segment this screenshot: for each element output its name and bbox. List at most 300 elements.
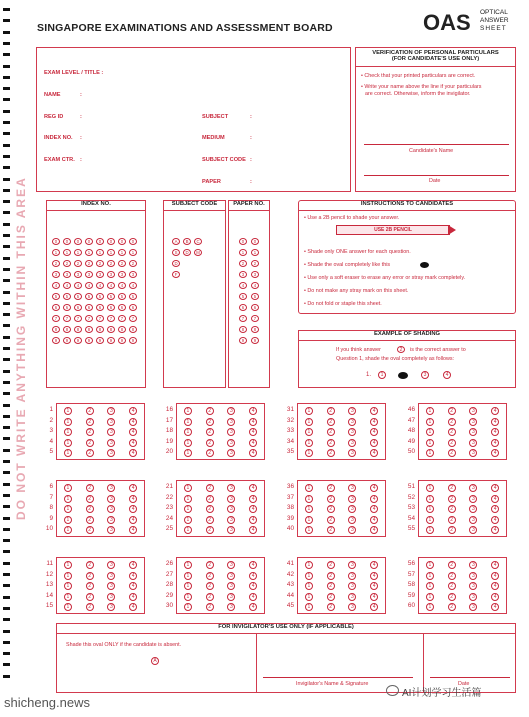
answer-oval[interactable]: 1 (64, 526, 72, 534)
answer-oval[interactable]: 1 (64, 505, 72, 513)
bubble-oval[interactable]: 8 (239, 326, 247, 333)
answer-oval[interactable]: 2 (206, 603, 214, 611)
bubble-oval[interactable]: 4 (96, 282, 104, 289)
answer-oval[interactable]: 3 (469, 428, 477, 436)
answer-oval[interactable]: 3 (348, 407, 356, 415)
answer-oval[interactable]: 3 (227, 572, 235, 580)
answer-oval[interactable]: 2 (448, 582, 456, 590)
absent-oval[interactable]: A (151, 657, 159, 665)
bubble-oval[interactable]: S (172, 249, 180, 256)
answer-oval[interactable]: 2 (206, 439, 214, 447)
answer-oval[interactable]: 2 (86, 561, 94, 569)
answer-oval[interactable]: 1 (184, 505, 192, 513)
answer-oval[interactable]: 4 (491, 582, 499, 590)
answer-oval[interactable]: 1 (64, 439, 72, 447)
bubble-oval[interactable]: B (183, 238, 191, 245)
answer-oval[interactable]: 4 (491, 495, 499, 503)
bubble-oval[interactable]: 9 (74, 337, 82, 344)
bubble-oval[interactable]: 0 (52, 238, 60, 245)
answer-oval[interactable]: 1 (305, 516, 313, 524)
answer-oval[interactable]: 4 (129, 439, 137, 447)
answer-oval[interactable]: 2 (448, 572, 456, 580)
bubble-oval[interactable]: 2 (63, 260, 71, 267)
answer-oval[interactable]: 1 (184, 439, 192, 447)
answer-oval[interactable]: 2 (448, 505, 456, 513)
bubble-oval[interactable]: 0 (118, 238, 126, 245)
bubble-oval[interactable]: 7 (251, 315, 259, 322)
answer-oval[interactable]: 2 (86, 407, 94, 415)
answer-oval[interactable]: 2 (86, 593, 94, 601)
answer-oval[interactable]: 2 (86, 449, 94, 457)
bubble-oval[interactable]: 3 (118, 271, 126, 278)
answer-oval[interactable]: 3 (348, 449, 356, 457)
bubble-oval[interactable]: 0 (85, 238, 93, 245)
answer-oval[interactable]: 4 (129, 516, 137, 524)
answer-oval[interactable]: 2 (206, 572, 214, 580)
answer-oval[interactable]: 2 (206, 516, 214, 524)
answer-oval[interactable]: 1 (426, 603, 434, 611)
bubble-oval[interactable]: 6 (118, 304, 126, 311)
answer-oval[interactable]: 4 (249, 561, 257, 569)
answer-oval[interactable]: 4 (249, 495, 257, 503)
answer-oval[interactable]: 3 (227, 484, 235, 492)
answer-oval[interactable]: 1 (64, 572, 72, 580)
answer-oval[interactable]: 4 (249, 526, 257, 534)
bubble-oval[interactable]: 6 (129, 304, 137, 311)
answer-oval[interactable]: 4 (370, 561, 378, 569)
answer-oval[interactable]: 4 (249, 582, 257, 590)
bubble-oval[interactable]: 8 (85, 326, 93, 333)
answer-oval[interactable]: 1 (184, 561, 192, 569)
answer-oval[interactable]: 2 (448, 603, 456, 611)
answer-oval[interactable]: 2 (327, 561, 335, 569)
answer-oval[interactable]: 4 (491, 505, 499, 513)
answer-oval[interactable]: 1 (305, 526, 313, 534)
answer-oval[interactable]: 4 (129, 484, 137, 492)
answer-oval[interactable]: 2 (327, 582, 335, 590)
answer-oval[interactable]: 3 (227, 505, 235, 513)
bubble-oval[interactable]: 0 (239, 238, 247, 245)
bubble-oval[interactable]: 9 (96, 337, 104, 344)
answer-oval[interactable]: 3 (469, 449, 477, 457)
bubble-oval[interactable]: 4 (239, 282, 247, 289)
answer-oval[interactable]: 1 (305, 593, 313, 601)
answer-oval[interactable]: 3 (348, 582, 356, 590)
answer-oval[interactable]: 3 (107, 428, 115, 436)
bubble-oval[interactable]: 9 (239, 337, 247, 344)
bubble-oval[interactable]: 0 (107, 238, 115, 245)
answer-oval[interactable]: 3 (348, 418, 356, 426)
answer-oval[interactable]: 2 (86, 505, 94, 513)
bubble-oval[interactable]: 5 (251, 293, 259, 300)
answer-oval[interactable]: 2 (86, 572, 94, 580)
answer-oval[interactable]: 3 (469, 418, 477, 426)
answer-oval[interactable]: 3 (469, 505, 477, 513)
bubble-oval[interactable]: 6 (251, 304, 259, 311)
answer-oval[interactable]: 2 (327, 407, 335, 415)
bubble-oval[interactable]: 3 (85, 271, 93, 278)
answer-oval[interactable]: 2 (206, 484, 214, 492)
answer-oval[interactable]: 4 (249, 484, 257, 492)
bubble-oval[interactable]: 9 (129, 337, 137, 344)
bubble-oval[interactable]: 3 (251, 271, 259, 278)
answer-oval[interactable]: 2 (86, 495, 94, 503)
answer-oval[interactable]: 4 (370, 593, 378, 601)
bubble-oval[interactable]: 7 (74, 315, 82, 322)
bubble-oval[interactable]: 7 (129, 315, 137, 322)
answer-oval[interactable]: 1 (426, 572, 434, 580)
answer-oval[interactable]: 4 (491, 593, 499, 601)
answer-oval[interactable]: 3 (227, 428, 235, 436)
answer-oval[interactable]: 1 (64, 495, 72, 503)
answer-oval[interactable]: 3 (107, 484, 115, 492)
answer-oval[interactable]: 2 (448, 407, 456, 415)
answer-oval[interactable]: 4 (491, 418, 499, 426)
answer-oval[interactable]: 2 (448, 439, 456, 447)
answer-oval[interactable]: 2 (86, 428, 94, 436)
answer-oval[interactable]: 2 (448, 449, 456, 457)
answer-oval[interactable]: 4 (249, 418, 257, 426)
bubble-oval[interactable]: 9 (118, 337, 126, 344)
answer-oval[interactable]: 2 (448, 526, 456, 534)
answer-oval[interactable]: 1 (305, 428, 313, 436)
answer-oval[interactable]: 3 (107, 407, 115, 415)
answer-oval[interactable]: 4 (370, 439, 378, 447)
answer-oval[interactable]: 4 (129, 561, 137, 569)
answer-oval[interactable]: 4 (491, 484, 499, 492)
answer-oval[interactable]: 1 (64, 428, 72, 436)
bubble-oval[interactable]: 2 (96, 260, 104, 267)
answer-oval[interactable]: 1 (184, 418, 192, 426)
answer-oval[interactable]: 1 (305, 439, 313, 447)
answer-oval[interactable]: 1 (64, 407, 72, 415)
answer-oval[interactable]: 1 (426, 593, 434, 601)
bubble-oval[interactable]: 6 (239, 304, 247, 311)
answer-oval[interactable]: 2 (448, 516, 456, 524)
bubble-oval[interactable]: 9 (107, 337, 115, 344)
answer-oval[interactable]: 4 (491, 516, 499, 524)
answer-oval[interactable]: 1 (426, 526, 434, 534)
bubble-oval[interactable]: 1 (251, 249, 259, 256)
answer-oval[interactable]: 3 (107, 418, 115, 426)
answer-oval[interactable]: 4 (249, 593, 257, 601)
bubble-oval[interactable]: 7 (85, 315, 93, 322)
bubble-oval[interactable]: 0 (63, 238, 71, 245)
answer-oval[interactable]: 2 (327, 572, 335, 580)
answer-oval[interactable]: 1 (64, 516, 72, 524)
bubble-oval[interactable]: 1 (129, 249, 137, 256)
answer-oval[interactable]: 3 (348, 593, 356, 601)
answer-oval[interactable]: 1 (426, 418, 434, 426)
bubble-oval[interactable]: 8 (63, 326, 71, 333)
answer-oval[interactable]: 4 (491, 449, 499, 457)
answer-oval[interactable]: 4 (129, 582, 137, 590)
bubble-oval[interactable]: 5 (96, 293, 104, 300)
answer-oval[interactable]: 4 (249, 603, 257, 611)
answer-oval[interactable]: 4 (491, 526, 499, 534)
answer-oval[interactable]: 2 (86, 603, 94, 611)
answer-oval[interactable]: 2 (327, 495, 335, 503)
bubble-oval[interactable]: 3 (74, 271, 82, 278)
answer-oval[interactable]: 3 (469, 495, 477, 503)
bubble-oval[interactable]: 0 (251, 238, 259, 245)
answer-oval[interactable]: 2 (206, 407, 214, 415)
answer-oval[interactable]: 2 (448, 593, 456, 601)
answer-oval[interactable]: 1 (64, 418, 72, 426)
bubble-oval[interactable]: 6 (63, 304, 71, 311)
answer-oval[interactable]: 2 (327, 449, 335, 457)
answer-oval[interactable]: 2 (327, 516, 335, 524)
answer-oval[interactable]: 2 (327, 428, 335, 436)
answer-oval[interactable]: 4 (129, 495, 137, 503)
answer-oval[interactable]: 1 (305, 449, 313, 457)
bubble-oval[interactable]: 5 (85, 293, 93, 300)
answer-oval[interactable]: 3 (469, 561, 477, 569)
answer-oval[interactable]: 3 (107, 593, 115, 601)
answer-oval[interactable]: 3 (348, 484, 356, 492)
answer-oval[interactable]: 3 (227, 439, 235, 447)
answer-oval[interactable]: 3 (227, 418, 235, 426)
answer-oval[interactable]: 4 (129, 593, 137, 601)
answer-oval[interactable]: 1 (184, 495, 192, 503)
answer-oval[interactable]: 2 (448, 418, 456, 426)
answer-oval[interactable]: 1 (184, 407, 192, 415)
bubble-oval[interactable]: 3 (96, 271, 104, 278)
answer-oval[interactable]: 2 (86, 526, 94, 534)
bubble-oval[interactable]: 8 (96, 326, 104, 333)
answer-oval[interactable]: 3 (227, 516, 235, 524)
bubble-oval[interactable]: 5 (129, 293, 137, 300)
answer-oval[interactable]: 1 (64, 484, 72, 492)
answer-oval[interactable]: 3 (227, 526, 235, 534)
bubble-oval[interactable]: 4 (85, 282, 93, 289)
bubble-oval[interactable]: 6 (52, 304, 60, 311)
bubble-oval[interactable]: 6 (107, 304, 115, 311)
answer-oval[interactable]: 1 (184, 593, 192, 601)
answer-oval[interactable]: 1 (426, 582, 434, 590)
answer-oval[interactable]: 3 (227, 561, 235, 569)
bubble-oval[interactable]: 1 (239, 249, 247, 256)
answer-oval[interactable]: 4 (129, 572, 137, 580)
answer-oval[interactable]: 2 (448, 561, 456, 569)
answer-oval[interactable]: 3 (107, 603, 115, 611)
answer-oval[interactable]: 3 (107, 439, 115, 447)
answer-oval[interactable]: 1 (426, 516, 434, 524)
answer-oval[interactable]: 4 (129, 526, 137, 534)
answer-oval[interactable]: 3 (227, 449, 235, 457)
answer-oval[interactable]: 4 (129, 449, 137, 457)
bubble-oval[interactable]: 1 (63, 249, 71, 256)
bubble-oval[interactable]: 7 (239, 315, 247, 322)
answer-oval[interactable]: 1 (64, 449, 72, 457)
answer-oval[interactable]: 1 (305, 582, 313, 590)
answer-oval[interactable]: 2 (327, 526, 335, 534)
bubble-oval[interactable]: 7 (107, 315, 115, 322)
answer-oval[interactable]: 2 (86, 516, 94, 524)
bubble-oval[interactable]: 4 (118, 282, 126, 289)
answer-oval[interactable]: 3 (469, 603, 477, 611)
answer-oval[interactable]: 2 (448, 428, 456, 436)
bubble-oval[interactable]: 6 (85, 304, 93, 311)
answer-oval[interactable]: 4 (129, 603, 137, 611)
answer-oval[interactable]: 2 (206, 593, 214, 601)
bubble-oval[interactable]: 4 (107, 282, 115, 289)
bubble-oval[interactable]: 4 (52, 282, 60, 289)
answer-oval[interactable]: 3 (469, 572, 477, 580)
answer-oval[interactable]: 1 (184, 526, 192, 534)
bubble-oval[interactable]: 8 (52, 326, 60, 333)
bubble-oval[interactable]: 6 (74, 304, 82, 311)
answer-oval[interactable]: 2 (327, 418, 335, 426)
answer-oval[interactable]: 1 (184, 516, 192, 524)
answer-oval[interactable]: 3 (227, 495, 235, 503)
answer-oval[interactable]: 4 (370, 572, 378, 580)
answer-oval[interactable]: 4 (129, 428, 137, 436)
answer-oval[interactable]: 1 (426, 449, 434, 457)
answer-oval[interactable]: 3 (348, 439, 356, 447)
bubble-oval[interactable]: 7 (63, 315, 71, 322)
answer-oval[interactable]: 3 (107, 449, 115, 457)
bubble-oval[interactable]: 1 (118, 249, 126, 256)
answer-oval[interactable]: 2 (327, 505, 335, 513)
bubble-oval[interactable]: 8 (118, 326, 126, 333)
bubble-oval[interactable]: 2 (251, 260, 259, 267)
answer-oval[interactable]: 3 (107, 572, 115, 580)
answer-oval[interactable]: 3 (107, 526, 115, 534)
bubble-oval[interactable]: 4 (129, 282, 137, 289)
bubble-oval[interactable]: 4 (251, 282, 259, 289)
bubble-oval[interactable]: 2 (118, 260, 126, 267)
answer-oval[interactable]: 1 (184, 484, 192, 492)
answer-oval[interactable]: 1 (305, 572, 313, 580)
bubble-oval[interactable]: 5 (63, 293, 71, 300)
answer-oval[interactable]: 2 (327, 603, 335, 611)
answer-oval[interactable]: 4 (370, 582, 378, 590)
bubble-oval[interactable]: 8 (251, 326, 259, 333)
bubble-oval[interactable]: 1 (74, 249, 82, 256)
answer-oval[interactable]: 4 (491, 428, 499, 436)
answer-oval[interactable]: 4 (249, 449, 257, 457)
bubble-oval[interactable]: 7 (52, 315, 60, 322)
answer-oval[interactable]: 2 (327, 484, 335, 492)
answer-oval[interactable]: 3 (348, 495, 356, 503)
answer-oval[interactable]: 1 (305, 418, 313, 426)
answer-oval[interactable]: 4 (491, 561, 499, 569)
bubble-oval[interactable]: 8 (74, 326, 82, 333)
bubble-oval[interactable]: 8 (129, 326, 137, 333)
answer-oval[interactable]: 3 (227, 407, 235, 415)
answer-oval[interactable]: 1 (426, 484, 434, 492)
answer-oval[interactable]: 4 (370, 407, 378, 415)
answer-oval[interactable]: 4 (370, 516, 378, 524)
bubble-oval[interactable]: 0 (74, 238, 82, 245)
answer-oval[interactable]: 3 (107, 516, 115, 524)
answer-oval[interactable]: 3 (107, 505, 115, 513)
answer-oval[interactable]: 2 (206, 418, 214, 426)
answer-oval[interactable]: 3 (227, 593, 235, 601)
bubble-oval[interactable]: 1 (107, 249, 115, 256)
answer-oval[interactable]: 4 (370, 495, 378, 503)
answer-oval[interactable]: 4 (129, 418, 137, 426)
answer-oval[interactable]: 3 (469, 439, 477, 447)
answer-oval[interactable]: 4 (370, 526, 378, 534)
answer-oval[interactable]: 2 (206, 582, 214, 590)
answer-oval[interactable]: 2 (206, 428, 214, 436)
bubble-oval[interactable]: 7 (96, 315, 104, 322)
answer-oval[interactable]: 4 (491, 439, 499, 447)
bubble-oval[interactable]: 2 (107, 260, 115, 267)
bubble-oval[interactable]: 4 (74, 282, 82, 289)
answer-oval[interactable]: 1 (184, 603, 192, 611)
bubble-oval[interactable]: 5 (107, 293, 115, 300)
answer-oval[interactable]: 1 (305, 484, 313, 492)
answer-oval[interactable]: 1 (184, 449, 192, 457)
bubble-oval[interactable]: A (172, 238, 180, 245)
answer-oval[interactable]: 1 (305, 561, 313, 569)
bubble-oval[interactable]: 1 (96, 249, 104, 256)
answer-oval[interactable]: 3 (107, 582, 115, 590)
bubble-oval[interactable]: 8 (107, 326, 115, 333)
answer-oval[interactable]: 3 (348, 603, 356, 611)
answer-oval[interactable]: 4 (491, 407, 499, 415)
bubble-oval[interactable]: 2 (239, 260, 247, 267)
answer-oval[interactable]: 3 (469, 582, 477, 590)
answer-oval[interactable]: 4 (370, 484, 378, 492)
answer-oval[interactable]: 2 (206, 526, 214, 534)
answer-oval[interactable]: 2 (206, 449, 214, 457)
answer-oval[interactable]: 4 (370, 603, 378, 611)
answer-oval[interactable]: 2 (206, 495, 214, 503)
answer-oval[interactable]: 2 (86, 484, 94, 492)
answer-oval[interactable]: 1 (184, 572, 192, 580)
bubble-oval[interactable]: 5 (74, 293, 82, 300)
answer-oval[interactable]: 4 (249, 428, 257, 436)
bubble-oval[interactable]: 1 (52, 249, 60, 256)
bubble-oval[interactable]: 2 (85, 260, 93, 267)
answer-oval[interactable]: 4 (249, 516, 257, 524)
answer-oval[interactable]: 3 (227, 582, 235, 590)
answer-oval[interactable]: 1 (64, 582, 72, 590)
answer-oval[interactable]: 1 (64, 593, 72, 601)
answer-oval[interactable]: 2 (327, 439, 335, 447)
answer-oval[interactable]: 4 (129, 407, 137, 415)
answer-oval[interactable]: 1 (426, 505, 434, 513)
answer-oval[interactable]: 4 (249, 407, 257, 415)
answer-oval[interactable]: 2 (206, 505, 214, 513)
bubble-oval[interactable]: 3 (239, 271, 247, 278)
bubble-oval[interactable]: 3 (63, 271, 71, 278)
answer-oval[interactable]: 4 (249, 505, 257, 513)
answer-oval[interactable]: 4 (370, 428, 378, 436)
bubble-oval[interactable]: 2 (74, 260, 82, 267)
answer-oval[interactable]: 1 (426, 495, 434, 503)
answer-oval[interactable]: 4 (249, 439, 257, 447)
answer-oval[interactable]: 4 (491, 572, 499, 580)
answer-oval[interactable]: 2 (86, 439, 94, 447)
bubble-oval[interactable]: 3 (52, 271, 60, 278)
bubble-oval[interactable]: 0 (129, 238, 137, 245)
answer-oval[interactable]: 1 (426, 561, 434, 569)
answer-oval[interactable]: 3 (348, 572, 356, 580)
answer-oval[interactable]: 3 (469, 484, 477, 492)
answer-oval[interactable]: 3 (469, 516, 477, 524)
bubble-oval[interactable]: 9 (251, 337, 259, 344)
bubble-oval[interactable]: 2 (129, 260, 137, 267)
bubble-oval[interactable]: 3 (107, 271, 115, 278)
bubble-oval[interactable]: 5 (52, 293, 60, 300)
bubble-oval[interactable]: 3 (129, 271, 137, 278)
bubble-oval[interactable]: D (172, 260, 180, 267)
